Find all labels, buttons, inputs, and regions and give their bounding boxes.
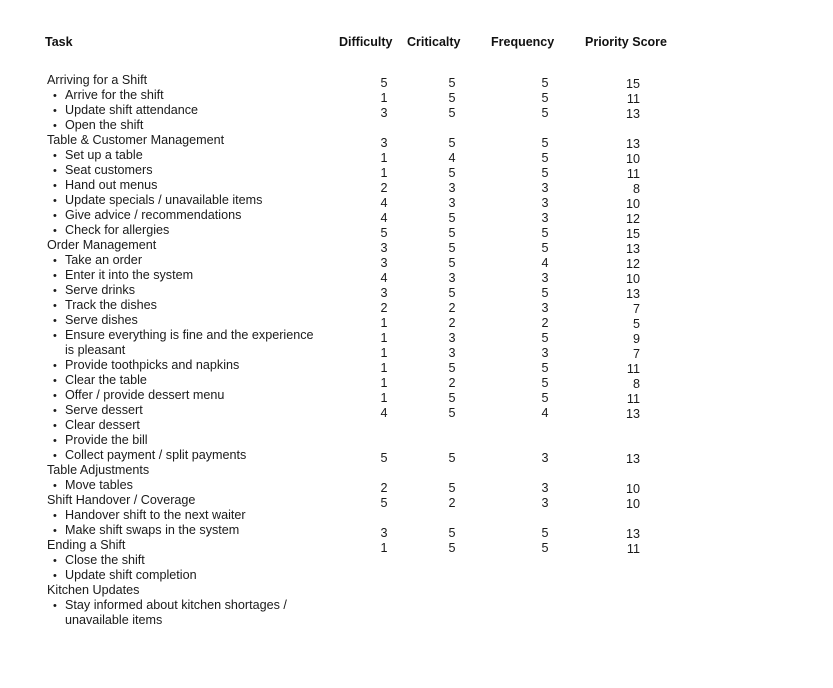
frequency-value: 4	[541, 406, 549, 420]
task-item	[47, 148, 337, 163]
task-item	[47, 253, 337, 268]
criticality-value: 5	[448, 256, 456, 270]
task-item-label: Clear dessert	[65, 418, 140, 432]
bullet-icon: •	[53, 195, 57, 207]
frequency-value: 5	[541, 391, 549, 405]
difficulty-value: 3	[380, 136, 388, 150]
task-list	[47, 73, 337, 628]
priority-score-value: 13	[625, 527, 640, 541]
priority-score-value: 8	[632, 182, 640, 196]
difficulty-value: 1	[380, 346, 388, 360]
difficulty-value: 5	[380, 496, 388, 510]
criticality-value: 5	[448, 391, 456, 405]
frequency-value: 5	[541, 91, 549, 105]
task-group-label: Arriving for a Shift	[47, 73, 148, 87]
criticality-value: 5	[448, 526, 456, 540]
task-group-heading	[47, 463, 337, 478]
difficulty-value: 3	[380, 241, 388, 255]
frequency-value	[535, 121, 555, 136]
task-item	[47, 508, 337, 523]
task-item-label: is pleasant	[65, 343, 126, 357]
priority-score-value	[612, 422, 640, 437]
difficulty-value: 3	[380, 286, 388, 300]
task-item-label: Update specials / unavailable items	[65, 193, 263, 207]
task-item	[47, 178, 337, 193]
bullet-icon: •	[53, 90, 57, 102]
difficulty-value: 1	[380, 391, 388, 405]
task-item-label: Check for allergies	[65, 223, 170, 237]
frequency-value: 3	[541, 451, 549, 465]
difficulty-value: 3	[380, 256, 388, 270]
priority-score-value: 11	[626, 92, 640, 106]
task-item-label: Enter it into the system	[65, 268, 194, 282]
frequency-value: 2	[541, 316, 549, 330]
frequency-value	[535, 421, 555, 436]
task-item-label: Seat customers	[65, 163, 153, 177]
priority-score-column	[612, 77, 640, 557]
task-item	[47, 193, 337, 208]
task-item	[47, 568, 337, 583]
bullet-icon: •	[53, 510, 57, 522]
criticality-value: 5	[448, 211, 456, 225]
task-item-label: Give advice / recommendations	[65, 208, 242, 222]
frequency-value: 5	[541, 241, 549, 255]
task-item-label: Provide toothpicks and napkins	[65, 358, 240, 372]
task-item-label: Arrive for the shift	[65, 88, 164, 102]
task-group-heading	[47, 133, 337, 148]
criticality-value: 2	[448, 496, 456, 510]
difficulty-value	[374, 466, 394, 481]
bullet-icon: •	[53, 450, 57, 462]
criticality-value	[442, 436, 462, 451]
criticality-value: 5	[448, 451, 456, 465]
bullet-icon: •	[53, 330, 57, 342]
difficulty-value	[374, 121, 394, 136]
criticality-value: 5	[448, 106, 456, 120]
frequency-value	[535, 466, 555, 481]
priority-score-value: 10	[625, 497, 640, 511]
task-item-label: Provide the bill	[65, 433, 148, 447]
criticality-value: 2	[448, 301, 456, 315]
task-item	[47, 358, 337, 373]
task-group-heading	[47, 583, 337, 598]
frequency-value: 5	[541, 76, 549, 90]
criticality-value	[442, 466, 462, 481]
difficulty-value: 1	[380, 166, 388, 180]
bullet-icon: •	[53, 225, 57, 237]
task-item-label: Handover shift to the next waiter	[65, 508, 246, 522]
difficulty-value: 4	[380, 211, 388, 225]
task-item	[47, 313, 337, 328]
difficulty-value: 3	[380, 106, 388, 120]
bullet-icon: •	[53, 180, 57, 192]
task-item-label: Offer / provide dessert menu	[65, 388, 225, 402]
difficulty-value: 1	[380, 151, 388, 165]
bullet-icon: •	[53, 150, 57, 162]
priority-score-value: 10	[625, 272, 640, 286]
criticality-value: 3	[448, 331, 456, 345]
frequency-value: 5	[541, 136, 549, 150]
task-item-label: Serve dishes	[65, 313, 138, 327]
task-item-label: Make shift swaps in the system	[65, 523, 240, 537]
priority-score-value: 12	[625, 257, 640, 271]
frequency-value: 3	[541, 481, 549, 495]
priority-score-value: 15	[625, 227, 640, 241]
task-group-heading	[47, 238, 337, 253]
bullet-icon: •	[53, 210, 57, 222]
bullet-icon: •	[53, 570, 57, 582]
criticality-value: 5	[448, 481, 456, 495]
criticality-value: 3	[448, 346, 456, 360]
priority-score-value: 11	[626, 167, 640, 181]
criticality-value: 5	[448, 136, 456, 150]
task-item	[47, 388, 337, 403]
task-group-heading	[47, 73, 337, 88]
task-item-continuation	[47, 613, 337, 628]
task-item	[47, 553, 337, 568]
priority-score-value: 9	[632, 332, 640, 346]
criticality-value: 3	[448, 196, 456, 210]
priority-score-value: 13	[625, 107, 640, 121]
frequency-value: 5	[541, 166, 549, 180]
frequency-value: 5	[541, 331, 549, 345]
frequency-value: 5	[541, 376, 549, 390]
frequency-value: 5	[541, 361, 549, 375]
priority-score-value: 13	[625, 287, 640, 301]
priority-score-value: 5	[632, 317, 640, 331]
bullet-icon: •	[53, 360, 57, 372]
criticality-value: 5	[448, 361, 456, 375]
task-item	[47, 418, 337, 433]
task-group-label: Table & Customer Management	[47, 133, 225, 147]
task-group-heading	[47, 493, 337, 508]
task-item	[47, 523, 337, 538]
task-item	[47, 298, 337, 313]
column-header-priority-score: Priority Score	[585, 35, 667, 49]
bullet-icon: •	[53, 315, 57, 327]
difficulty-value: 3	[380, 526, 388, 540]
priority-score-value: 15	[625, 77, 640, 91]
difficulty-value	[374, 436, 394, 451]
difficulty-value: 1	[380, 331, 388, 345]
difficulty-value: 5	[380, 76, 388, 90]
frequency-value: 4	[541, 256, 549, 270]
frequency-value: 3	[541, 211, 549, 225]
task-group-label: Table Adjustments	[47, 463, 150, 477]
criticality-value: 5	[448, 406, 456, 420]
frequency-value	[535, 436, 555, 451]
criticality-value: 5	[448, 166, 456, 180]
priority-score-value: 7	[632, 302, 640, 316]
bullet-icon: •	[53, 390, 57, 402]
frequency-value: 5	[541, 151, 549, 165]
criticality-column	[442, 76, 462, 556]
priority-score-value: 13	[625, 242, 640, 256]
task-item	[47, 373, 337, 388]
bullet-icon: •	[53, 555, 57, 567]
difficulty-value: 1	[380, 316, 388, 330]
criticality-value: 5	[448, 241, 456, 255]
frequency-column	[535, 76, 555, 556]
priority-score-value: 11	[626, 542, 640, 556]
task-item-label: Stay informed about kitchen shortages /	[65, 598, 287, 612]
criticality-value: 2	[448, 376, 456, 390]
criticality-value: 5	[448, 91, 456, 105]
criticality-value	[442, 421, 462, 436]
bullet-icon: •	[53, 285, 57, 297]
frequency-value: 5	[541, 286, 549, 300]
task-item-label: Close the shift	[65, 553, 145, 567]
task-group-label: Order Management	[47, 238, 157, 252]
bullet-icon: •	[53, 420, 57, 432]
difficulty-value: 1	[380, 91, 388, 105]
task-group-label: Ending a Shift	[47, 538, 126, 552]
priority-score-value: 11	[626, 362, 640, 376]
frequency-value: 5	[541, 106, 549, 120]
frequency-value: 5	[541, 541, 549, 555]
priority-score-value: 11	[626, 392, 640, 406]
priority-score-value	[612, 437, 640, 452]
frequency-value: 5	[541, 226, 549, 240]
task-item	[47, 103, 337, 118]
bullet-icon: •	[53, 525, 57, 537]
task-item-label: Serve drinks	[65, 283, 135, 297]
criticality-value: 5	[448, 76, 456, 90]
task-item-label: Serve dessert	[65, 403, 143, 417]
frequency-value: 3	[541, 181, 549, 195]
frequency-value: 3	[541, 196, 549, 210]
difficulty-value	[374, 511, 394, 526]
difficulty-value: 5	[380, 451, 388, 465]
criticality-value	[442, 511, 462, 526]
frequency-value: 3	[541, 271, 549, 285]
task-item	[47, 163, 337, 178]
task-item-label: Open the shift	[65, 118, 144, 132]
priority-score-value: 13	[625, 452, 640, 466]
frequency-value: 3	[541, 346, 549, 360]
priority-score-value: 12	[625, 212, 640, 226]
task-group-label: Shift Handover / Coverage	[47, 493, 196, 507]
frequency-value	[535, 511, 555, 526]
task-item	[47, 328, 337, 343]
task-item-label: Update shift attendance	[65, 103, 199, 117]
priority-score-value: 10	[625, 152, 640, 166]
task-group-label: Kitchen Updates	[47, 583, 140, 597]
difficulty-value: 1	[380, 361, 388, 375]
task-item-label: Ensure everything is fine and the experience	[65, 328, 314, 342]
bullet-icon: •	[53, 255, 57, 267]
priority-score-value: 7	[632, 347, 640, 361]
criticality-value: 2	[448, 316, 456, 330]
criticality-value: 3	[448, 181, 456, 195]
priority-score-value: 10	[625, 482, 640, 496]
bullet-icon: •	[53, 480, 57, 492]
difficulty-value	[374, 421, 394, 436]
criticality-value: 5	[448, 286, 456, 300]
priority-score-value	[612, 512, 640, 527]
task-item	[47, 283, 337, 298]
bullet-icon: •	[53, 120, 57, 132]
bullet-icon: •	[53, 405, 57, 417]
bullet-icon: •	[53, 600, 57, 612]
task-item-label: Track the dishes	[65, 298, 157, 312]
column-header-task: Task	[45, 35, 73, 49]
task-item	[47, 223, 337, 238]
difficulty-value: 4	[380, 406, 388, 420]
task-item	[47, 208, 337, 223]
frequency-value: 5	[541, 526, 549, 540]
bullet-icon: •	[53, 300, 57, 312]
priority-score-value	[612, 122, 640, 137]
difficulty-value: 2	[380, 181, 388, 195]
priority-score-value: 13	[625, 407, 640, 421]
criticality-value: 5	[448, 541, 456, 555]
task-item-label: Set up a table	[65, 148, 143, 162]
task-item	[47, 268, 337, 283]
task-item	[47, 598, 337, 613]
task-item	[47, 88, 337, 103]
task-item-label: Take an order	[65, 253, 143, 267]
difficulty-value: 2	[380, 301, 388, 315]
task-group-heading	[47, 538, 337, 553]
task-item	[47, 448, 337, 463]
difficulty-value: 4	[380, 196, 388, 210]
difficulty-column	[374, 76, 394, 556]
difficulty-value: 1	[380, 541, 388, 555]
bullet-icon: •	[53, 165, 57, 177]
bullet-icon: •	[53, 435, 57, 447]
bullet-icon: •	[53, 270, 57, 282]
task-item-continuation	[47, 343, 337, 358]
difficulty-value: 1	[380, 376, 388, 390]
column-header-frequency: Frequency	[491, 35, 555, 49]
frequency-value: 3	[541, 301, 549, 315]
priority-score-value: 13	[625, 137, 640, 151]
column-header-criticality: Criticalty	[407, 35, 461, 49]
priority-score-value	[612, 467, 640, 482]
task-item	[47, 478, 337, 493]
frequency-value: 3	[541, 496, 549, 510]
bullet-icon: •	[53, 105, 57, 117]
task-item-label: Clear the table	[65, 373, 147, 387]
column-header-difficulty: Difficulty	[339, 35, 393, 49]
difficulty-value: 4	[380, 271, 388, 285]
task-item	[47, 403, 337, 418]
bullet-icon: •	[53, 375, 57, 387]
task-item	[47, 118, 337, 133]
criticality-value: 5	[448, 226, 456, 240]
task-item	[47, 433, 337, 448]
difficulty-value: 2	[380, 481, 388, 495]
task-item-label: Move tables	[65, 478, 133, 492]
task-item-label: Collect payment / split payments	[65, 448, 247, 462]
priority-score-value: 8	[632, 377, 640, 391]
criticality-value: 4	[448, 151, 456, 165]
criticality-value	[442, 121, 462, 136]
criticality-value: 3	[448, 271, 456, 285]
task-item-label: Update shift completion	[65, 568, 197, 582]
difficulty-value: 5	[380, 226, 388, 240]
priority-score-value: 10	[625, 197, 640, 211]
task-item-label: Hand out menus	[65, 178, 158, 192]
task-item-label: unavailable items	[65, 613, 163, 627]
